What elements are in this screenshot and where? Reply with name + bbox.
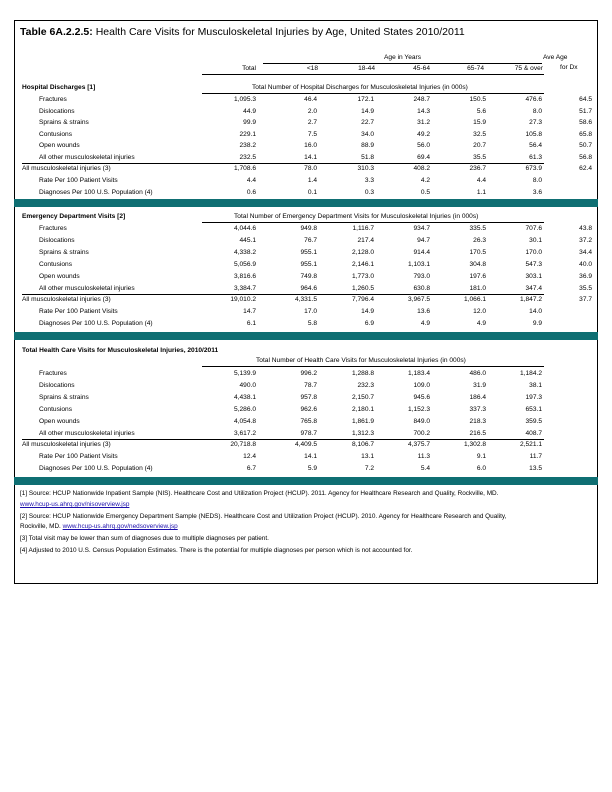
- row-label: Contusions: [39, 261, 72, 268]
- rate-cell: 17.0: [304, 308, 317, 315]
- table-cell: 31.2: [417, 119, 430, 127]
- table-cell: 172.1: [357, 96, 374, 103]
- row-label: Dislocations: [39, 237, 75, 244]
- table-cell: 76.7: [304, 237, 317, 244]
- total-row-label: All musculoskeletal injuries (3): [22, 296, 111, 303]
- table-cell: 700.2: [413, 430, 430, 437]
- rate-row-label: Rate Per 100 Patient Visits: [39, 308, 118, 315]
- table-cell: 20.7: [473, 142, 486, 150]
- rate-row-label: Rate Per 100 Patient Visits: [39, 453, 118, 460]
- diag-cell: 4.9: [476, 320, 486, 327]
- table-cell: 1,183.4: [408, 370, 430, 377]
- table-cell: 962.6: [300, 406, 317, 413]
- section-subtitle: Total Number of Hospital Discharges for Musculoskeletal Injuries (in 000s): [252, 84, 468, 91]
- diag-cell: 1.1: [476, 189, 486, 196]
- table-cell: 31.9: [473, 382, 486, 389]
- diag-cell: 0.5: [420, 189, 430, 196]
- table-cell: 181.0: [469, 285, 486, 292]
- table-cell: 2.7: [307, 119, 317, 127]
- table-cell: 51.7: [579, 107, 592, 115]
- diag-cell: 6.7: [246, 465, 256, 472]
- table-cell: 32.5: [473, 130, 486, 138]
- diag-cell: 0.1: [307, 189, 317, 196]
- ave-age-label-2: for Dx: [560, 64, 578, 71]
- header-rule: [202, 74, 544, 75]
- table-cell: 914.4: [413, 249, 430, 256]
- table-cell: 955.1: [300, 249, 317, 256]
- section-divider-band: [14, 199, 598, 207]
- total-cell: 408.2: [413, 165, 430, 172]
- table-cell: 3,617.2: [234, 430, 256, 437]
- table-number: Table 6A.2.2.5:: [20, 26, 93, 38]
- table-cell: 934.7: [413, 225, 430, 232]
- table-cell: 35.5: [473, 154, 486, 161]
- table-cell: 170.5: [469, 249, 486, 256]
- column-header: <18: [306, 65, 318, 72]
- table-cell: 445.1: [239, 237, 256, 244]
- rate-cell: 13.6: [417, 308, 430, 315]
- section-title: Emergency Department Visits [2]: [22, 213, 126, 220]
- rate-cell: 8.0: [532, 177, 542, 184]
- table-cell: 337.3: [469, 406, 486, 413]
- total-cell: 310.3: [357, 165, 374, 172]
- diag-cell: 5.4: [420, 465, 430, 472]
- table-cell: 109.0: [413, 382, 430, 389]
- table-cell: 238.2: [239, 142, 256, 150]
- table-cell: 765.8: [300, 418, 317, 425]
- row-label: Open wounds: [39, 273, 80, 280]
- total-cell: 1,847.2: [520, 296, 542, 303]
- table-cell: 58.6: [579, 119, 592, 127]
- footnote-2-link[interactable]: www.hcup-us.ahrq.gov/nedsoverview.jsp: [62, 523, 178, 530]
- column-header: Total: [242, 65, 256, 72]
- diag-row-label: Diagnoses Per 100 U.S. Population (4): [39, 320, 153, 327]
- table-cell: 1,773.0: [352, 273, 374, 280]
- table-cell: 945.6: [413, 394, 430, 401]
- row-label: Sprains & strains: [39, 249, 89, 256]
- age-group-underline: [263, 63, 542, 64]
- column-header: 18-44: [358, 65, 375, 72]
- table-cell: 2.0: [307, 107, 317, 115]
- table-cell: 476.6: [525, 96, 542, 103]
- row-label: All other musculoskeletal injuries: [39, 154, 135, 161]
- rate-cell: 13.1: [361, 453, 374, 460]
- footnote-2-text: [2] Source: HCUP Nationwide Emergency Department Sample (NEDS). Healthcare Cost and Utilization Project (HCUP). 2010. Agency for Healthcare Research and Quality,: [20, 513, 507, 520]
- table-cell: 44.9: [243, 107, 256, 115]
- table-cell: 1,152.3: [408, 406, 430, 413]
- table-cell: 1,260.5: [352, 285, 374, 292]
- footnote-1-link[interactable]: www.hcup-us.ahrq.gov/nisoverview.jsp: [20, 501, 130, 508]
- total-cell: 37.7: [579, 296, 592, 303]
- row-label: All other musculoskeletal injuries: [39, 430, 135, 437]
- row-label: Dislocations: [39, 107, 75, 115]
- table-cell: 56.0: [417, 142, 430, 150]
- footnote-2-text-b: Rockville, MD.: [20, 523, 61, 530]
- table-cell: 15.9: [473, 119, 486, 127]
- diag-cell: 5.9: [307, 465, 317, 472]
- table-cell: 43.8: [579, 225, 592, 232]
- row-label: Contusions: [39, 406, 72, 413]
- row-label: Sprains & strains: [39, 119, 89, 127]
- table-cell: 964.6: [300, 285, 317, 292]
- footnote-3-text: [3] Total visit may be lower than sum of diagnoses due to multiple diagnoses per patient.: [20, 535, 269, 542]
- row-label: Open wounds: [39, 142, 80, 150]
- table-cell: 3,384.7: [234, 285, 256, 292]
- table-cell: 978.7: [300, 430, 317, 437]
- table-cell: 36.9: [579, 273, 592, 280]
- table-cell: 1,288.8: [352, 370, 374, 377]
- diag-cell: 13.5: [529, 465, 542, 472]
- table-cell: 2,128.0: [352, 249, 374, 256]
- table-cell: 56.8: [579, 154, 592, 161]
- total-cell: 1,302.8: [464, 441, 486, 448]
- table-cell: 849.0: [413, 418, 430, 425]
- total-cell: 62.4: [579, 165, 592, 172]
- table-cell: 1,116.7: [352, 225, 374, 232]
- table-cell: 5.6: [476, 107, 486, 115]
- table-cell: 2,180.1: [352, 406, 374, 413]
- footnote-3: [20, 535, 269, 543]
- section-subtitle: Total Number of Health Care Visits for Musculoskeletal Injuries (in 000s): [256, 357, 466, 364]
- table-cell: 78.7: [304, 382, 317, 389]
- column-header: 45-64: [413, 65, 430, 72]
- table-cell: 347.4: [525, 285, 542, 292]
- table-cell: 248.7: [413, 96, 430, 103]
- total-row-label: All musculoskeletal injuries (3): [22, 441, 111, 448]
- diag-cell: 0.3: [364, 189, 374, 196]
- total-cell: 8,106.7: [352, 441, 374, 448]
- diag-cell: 6.1: [246, 320, 256, 327]
- total-cell: 19,010.2: [230, 296, 256, 303]
- table-cell: 335.5: [469, 225, 486, 232]
- table-cell: 949.8: [300, 225, 317, 232]
- table-cell: 5,286.0: [234, 406, 256, 413]
- ave-age-label: Ave Age: [543, 54, 568, 61]
- section-subtitle-rule: [202, 366, 544, 367]
- rate-cell: 3.3: [364, 177, 374, 184]
- table-cell: 65.8: [579, 130, 592, 138]
- section-title: Total Health Care Visits for Musculoskeletal Injuries, 2010/2011: [22, 347, 219, 354]
- table-cell: 3,816.6: [234, 273, 256, 280]
- diag-row-label: Diagnoses Per 100 U.S. Population (4): [39, 465, 153, 472]
- total-cell: 7,796.4: [352, 296, 374, 303]
- diag-cell: 6.9: [364, 320, 374, 327]
- table-cell: 64.5: [579, 96, 592, 103]
- section-subtitle-rule: [202, 93, 544, 94]
- section-divider-band: [14, 477, 598, 485]
- subtotal-rule: [22, 439, 544, 440]
- table-cell: 4,054.8: [234, 418, 256, 425]
- table-cell: 486.0: [469, 370, 486, 377]
- total-cell: 2,521.1: [520, 441, 542, 448]
- table-cell: 8.0: [532, 107, 542, 115]
- table-cell: 50.7: [579, 142, 592, 150]
- table-cell: 955.1: [300, 261, 317, 268]
- row-label: Dislocations: [39, 382, 75, 389]
- table-cell: 14.9: [361, 107, 374, 115]
- rate-cell: 1.4: [307, 177, 317, 184]
- table-cell: 37.2: [579, 237, 592, 244]
- total-cell: 673.9: [525, 165, 542, 172]
- table-cell: 27.3: [529, 119, 542, 127]
- table-cell: 4,338.2: [234, 249, 256, 256]
- total-cell: 3,967.5: [408, 296, 430, 303]
- table-cell: 16.0: [304, 142, 317, 150]
- column-header: 65-74: [467, 65, 484, 72]
- total-cell: 20,718.8: [230, 441, 256, 448]
- table-cell: 4,438.1: [234, 394, 256, 401]
- table-cell: 30.1: [529, 237, 542, 244]
- table-cell: 408.7: [525, 430, 542, 437]
- table-cell: 170.0: [525, 249, 542, 256]
- footnote-1: [20, 490, 498, 498]
- row-label: Open wounds: [39, 418, 80, 425]
- table-cell: 2,146.1: [352, 261, 374, 268]
- total-cell: 1,066.1: [464, 296, 486, 303]
- table-cell: 7.5: [307, 130, 317, 138]
- table-cell: 218.3: [469, 418, 486, 425]
- table-title-text: Health Care Visits for Musculoskeletal Injuries by Age, United States 2010/2011: [95, 26, 465, 38]
- total-cell: 4,409.5: [295, 441, 317, 448]
- rate-cell: 9.1: [476, 453, 486, 460]
- diag-cell: 0.6: [246, 189, 256, 196]
- page-title: [20, 26, 465, 38]
- total-cell: 1,708.6: [234, 165, 256, 172]
- table-cell: 749.8: [300, 273, 317, 280]
- table-cell: 26.3: [473, 237, 486, 244]
- table-cell: 105.8: [525, 130, 542, 138]
- table-cell: 99.9: [243, 119, 256, 127]
- row-label: All other musculoskeletal injuries: [39, 285, 135, 292]
- rate-cell: 12.0: [473, 308, 486, 315]
- total-row-label: All musculoskeletal injuries (3): [22, 165, 111, 172]
- table-cell: 1,184.2: [520, 370, 542, 377]
- table-cell: 1,103.1: [408, 261, 430, 268]
- footnote-2-line-b: [20, 523, 178, 531]
- table-cell: 14.1: [304, 154, 317, 161]
- rate-cell: 14.1: [304, 453, 317, 460]
- table-cell: 490.0: [239, 382, 256, 389]
- diag-cell: 5.8: [307, 320, 317, 327]
- row-label: Fractures: [39, 225, 67, 232]
- table-cell: 653.1: [525, 406, 542, 413]
- rate-cell: 4.4: [246, 177, 256, 184]
- table-cell: 56.4: [529, 142, 542, 150]
- table-cell: 1,861.9: [352, 418, 374, 425]
- table-cell: 51.8: [361, 154, 374, 161]
- table-cell: 88.9: [361, 142, 374, 150]
- diag-row-label: Diagnoses Per 100 U.S. Population (4): [39, 189, 153, 196]
- section-divider-band: [14, 332, 598, 340]
- footnote-2: [20, 513, 506, 521]
- footnote-1-text: [1] Source: HCUP Nationwide Inpatient Sample (NIS). Healthcare Cost and Utilization Project (HCUP). 2011. Agency for Healthcare Research and Quality, Rockville, MD.: [20, 490, 499, 497]
- table-cell: 40.0: [579, 261, 592, 268]
- subtotal-rule: [22, 163, 544, 164]
- section-subtitle: Total Number of Emergency Department Visits for Musculoskeletal Injuries (in 000s): [234, 213, 479, 220]
- table-cell: 216.5: [469, 430, 486, 437]
- table-cell: 1,312.3: [352, 430, 374, 437]
- rate-cell: 4.4: [476, 177, 486, 184]
- diag-cell: 6.0: [476, 465, 486, 472]
- table-cell: 359.5: [525, 418, 542, 425]
- table-cell: 304.8: [469, 261, 486, 268]
- total-cell: 78.0: [304, 165, 317, 172]
- table-cell: 186.4: [469, 394, 486, 401]
- table-cell: 38.1: [529, 382, 542, 389]
- total-cell: 4,331.5: [295, 296, 317, 303]
- rate-cell: 11.7: [529, 453, 542, 460]
- table-cell: 22.7: [361, 119, 374, 127]
- section-title: Hospital Discharges [1]: [22, 84, 96, 91]
- diag-cell: 9.9: [532, 320, 542, 327]
- rate-cell: 11.3: [417, 453, 430, 460]
- table-cell: 46.4: [304, 96, 317, 103]
- table-cell: 35.5: [579, 285, 592, 292]
- age-group-label: Age in Years: [384, 54, 422, 61]
- subtotal-rule: [22, 294, 544, 295]
- total-cell: 236.7: [469, 165, 486, 172]
- row-label: Sprains & strains: [39, 394, 89, 401]
- total-cell: 4,375.7: [408, 441, 430, 448]
- table-cell: 34.0: [361, 130, 374, 138]
- table-cell: 229.1: [239, 130, 256, 138]
- table-cell: 547.3: [525, 261, 542, 268]
- table-cell: 630.8: [413, 285, 430, 292]
- diag-cell: 3.6: [532, 189, 542, 196]
- table-cell: 197.6: [469, 273, 486, 280]
- table-cell: 793.0: [413, 273, 430, 280]
- table-cell: 707.6: [525, 225, 542, 232]
- table-cell: 69.4: [417, 154, 430, 161]
- table-cell: 232.5: [239, 154, 256, 161]
- rate-cell: 14.9: [361, 308, 374, 315]
- rate-cell: 12.4: [243, 453, 256, 460]
- table-cell: 61.3: [529, 154, 542, 161]
- rate-cell: 14.0: [529, 308, 542, 315]
- table-cell: 14.3: [417, 107, 430, 115]
- table-cell: 4,044.6: [234, 225, 256, 232]
- table-cell: 1,095.3: [234, 96, 256, 103]
- table-cell: 94.7: [417, 237, 430, 244]
- table-cell: 303.1: [525, 273, 542, 280]
- row-label: Fractures: [39, 96, 67, 103]
- table-cell: 5,139.9: [234, 370, 256, 377]
- table-cell: 5,056.9: [234, 261, 256, 268]
- diag-cell: 4.9: [420, 320, 430, 327]
- diag-cell: 7.2: [364, 465, 374, 472]
- rate-row-label: Rate Per 100 Patient Visits: [39, 177, 118, 184]
- table-cell: 957.8: [300, 394, 317, 401]
- footnote-4: [20, 547, 412, 555]
- table-cell: 197.3: [525, 394, 542, 401]
- table-cell: 49.2: [417, 130, 430, 138]
- table-cell: 2,150.7: [352, 394, 374, 401]
- rate-cell: 14.7: [243, 308, 256, 315]
- footnote-4-text: [4] Adjusted to 2010 U.S. Census Population Estimates. There is the potential for multiple diagnoses per person which is not accounted for.: [20, 547, 413, 554]
- section-subtitle-rule: [202, 222, 544, 223]
- column-header: 75 & over: [514, 65, 543, 72]
- table-cell: 232.3: [357, 382, 374, 389]
- footnote-1-link-line: [20, 501, 129, 509]
- row-label: Contusions: [39, 130, 72, 138]
- rate-cell: 4.2: [420, 177, 430, 184]
- table-cell: 996.2: [300, 370, 317, 377]
- row-label: Fractures: [39, 370, 67, 377]
- table-cell: 34.4: [579, 249, 592, 256]
- table-cell: 217.4: [357, 237, 374, 244]
- table-cell: 150.5: [469, 96, 486, 103]
